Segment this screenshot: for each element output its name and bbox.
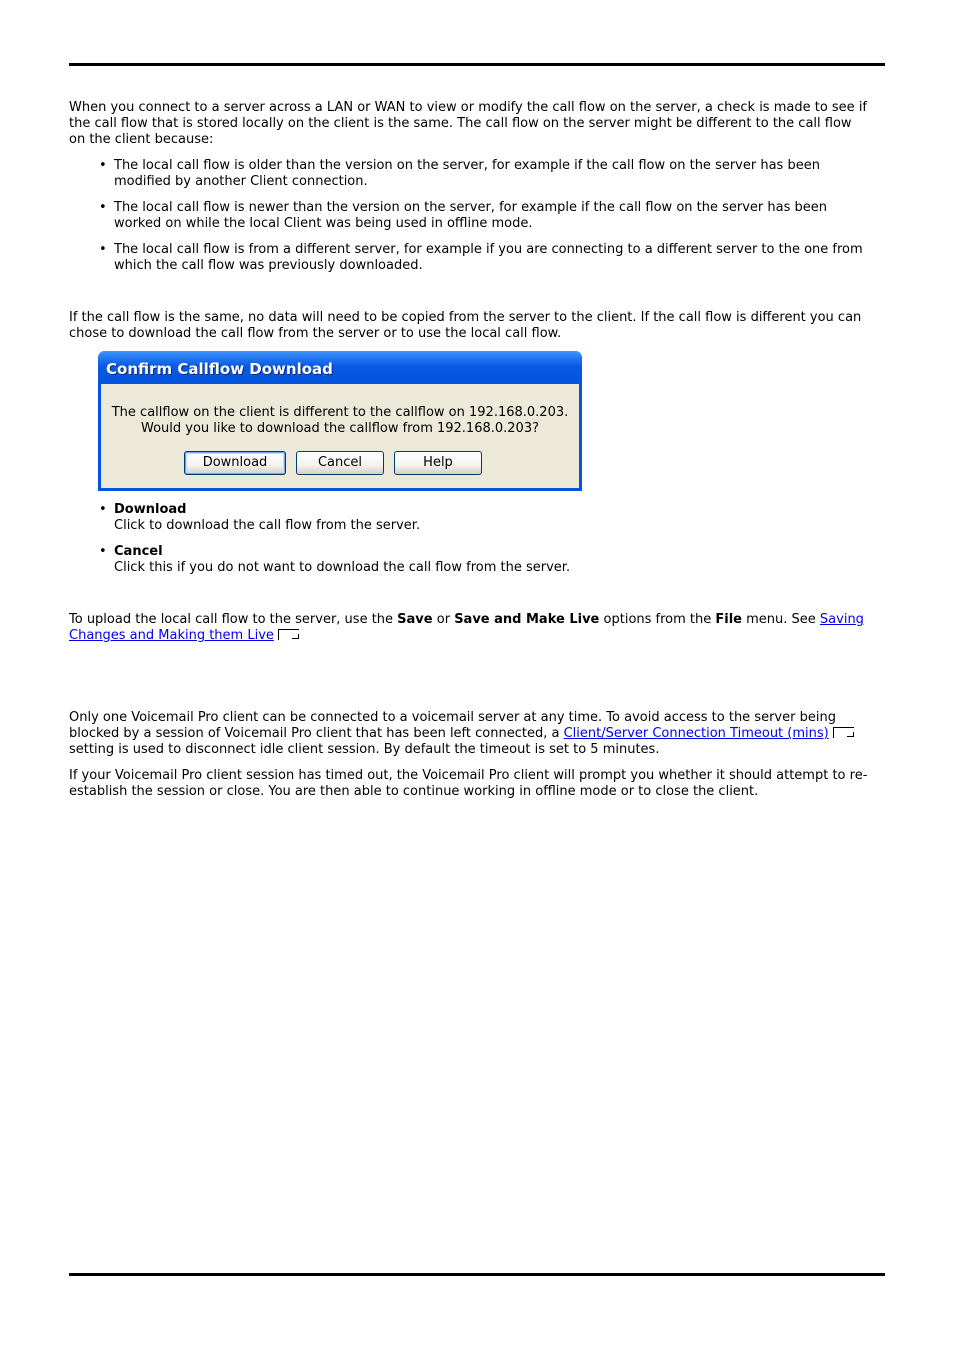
option-label: • Download xyxy=(114,502,187,517)
saving-changes-link[interactable]: Saving Changes and Making them Live xyxy=(69,612,864,643)
list-item: • The local call flow is newer than the version on the server, for example if the call flow on the server has been worked on while the local Client was being used in offline mode. xyxy=(114,200,869,232)
reasons-list xyxy=(69,158,869,274)
dialog-message xyxy=(101,405,579,437)
download-button[interactable]: Download xyxy=(184,451,286,475)
upload-paragraph xyxy=(69,612,869,644)
timeout-paragraph xyxy=(69,710,869,758)
list-item: • The local call flow is from a different server, for example if you are connecting to a different server to the one from which the call flow was previously downloaded. xyxy=(114,242,869,274)
dialog-message-line1: The callflow on the client is different to the callflow on 192.168.0.203. xyxy=(111,405,569,420)
dialog-title: Confirm Callflow Download xyxy=(98,351,582,384)
intro-paragraph: When you connect to a server across a LAN or WAN to view or modify the call flow on the server, a check is made to see if the call flow that is stored locally on the client is the same. The call flow on the server might be different to the call flow on the client because: xyxy=(69,100,868,147)
timeout-paragraph-2: If your Voicemail Pro client session has timed out, the Voicemail Pro client will prompt you whether it should attempt to re-establish the session or close. You are then able to continue working in offline mode or to close the client. xyxy=(69,768,868,799)
confirm-callflow-dialog xyxy=(98,351,582,491)
connection-timeout-link[interactable]: Client/Server Connection Timeout (mins) xyxy=(563,726,829,741)
upload-text: menu. See xyxy=(742,612,820,627)
timeout-text: setting is used to disconnect idle client session. By default the timeout is set to 5 minutes. xyxy=(69,742,660,757)
upload-text: To upload the local call flow to the server, use the xyxy=(69,612,398,627)
footer-rule xyxy=(69,1273,885,1276)
help-button[interactable]: Help xyxy=(394,451,482,475)
list-item xyxy=(114,502,869,534)
save-and-make-live-term: Save and Make Live xyxy=(454,612,600,627)
page-content-lower xyxy=(69,502,869,800)
option-description: Click to download the call flow from the server. xyxy=(114,518,421,533)
list-item xyxy=(114,544,869,576)
file-term: File xyxy=(715,612,742,627)
options-list xyxy=(69,502,869,576)
cancel-button[interactable]: Cancel xyxy=(296,451,384,475)
same-callflow-paragraph: If the call flow is the same, no data will need to be copied from the server to the client. If the call flow is different you can chose to download the call flow from the server or to use the local call flow. xyxy=(69,310,862,341)
dialog-body xyxy=(101,384,579,488)
list-item: • The local call flow is older than the version on the server, for example if the call flow on the server has been modified by another Client connection. xyxy=(114,158,869,190)
dialog-message-line2: Would you like to download the callflow from 192.168.0.203? xyxy=(141,421,539,436)
upload-text: or xyxy=(432,612,455,627)
save-term: Save xyxy=(397,612,433,627)
option-description: Click this if you do not want to download the call flow from the server. xyxy=(114,560,571,575)
header-rule xyxy=(69,63,885,66)
upload-text: options from the xyxy=(599,612,716,627)
cross-reference-icon xyxy=(278,629,299,640)
timeout-text: Only one Voicemail Pro client can be connected to a voicemail server at any time. To avoid access to the server being blocked by a session of Voicemail Pro client that has been left connected, a xyxy=(69,710,836,741)
option-label: • Cancel xyxy=(114,544,163,559)
cross-reference-icon xyxy=(833,727,854,738)
page-content xyxy=(69,100,869,342)
